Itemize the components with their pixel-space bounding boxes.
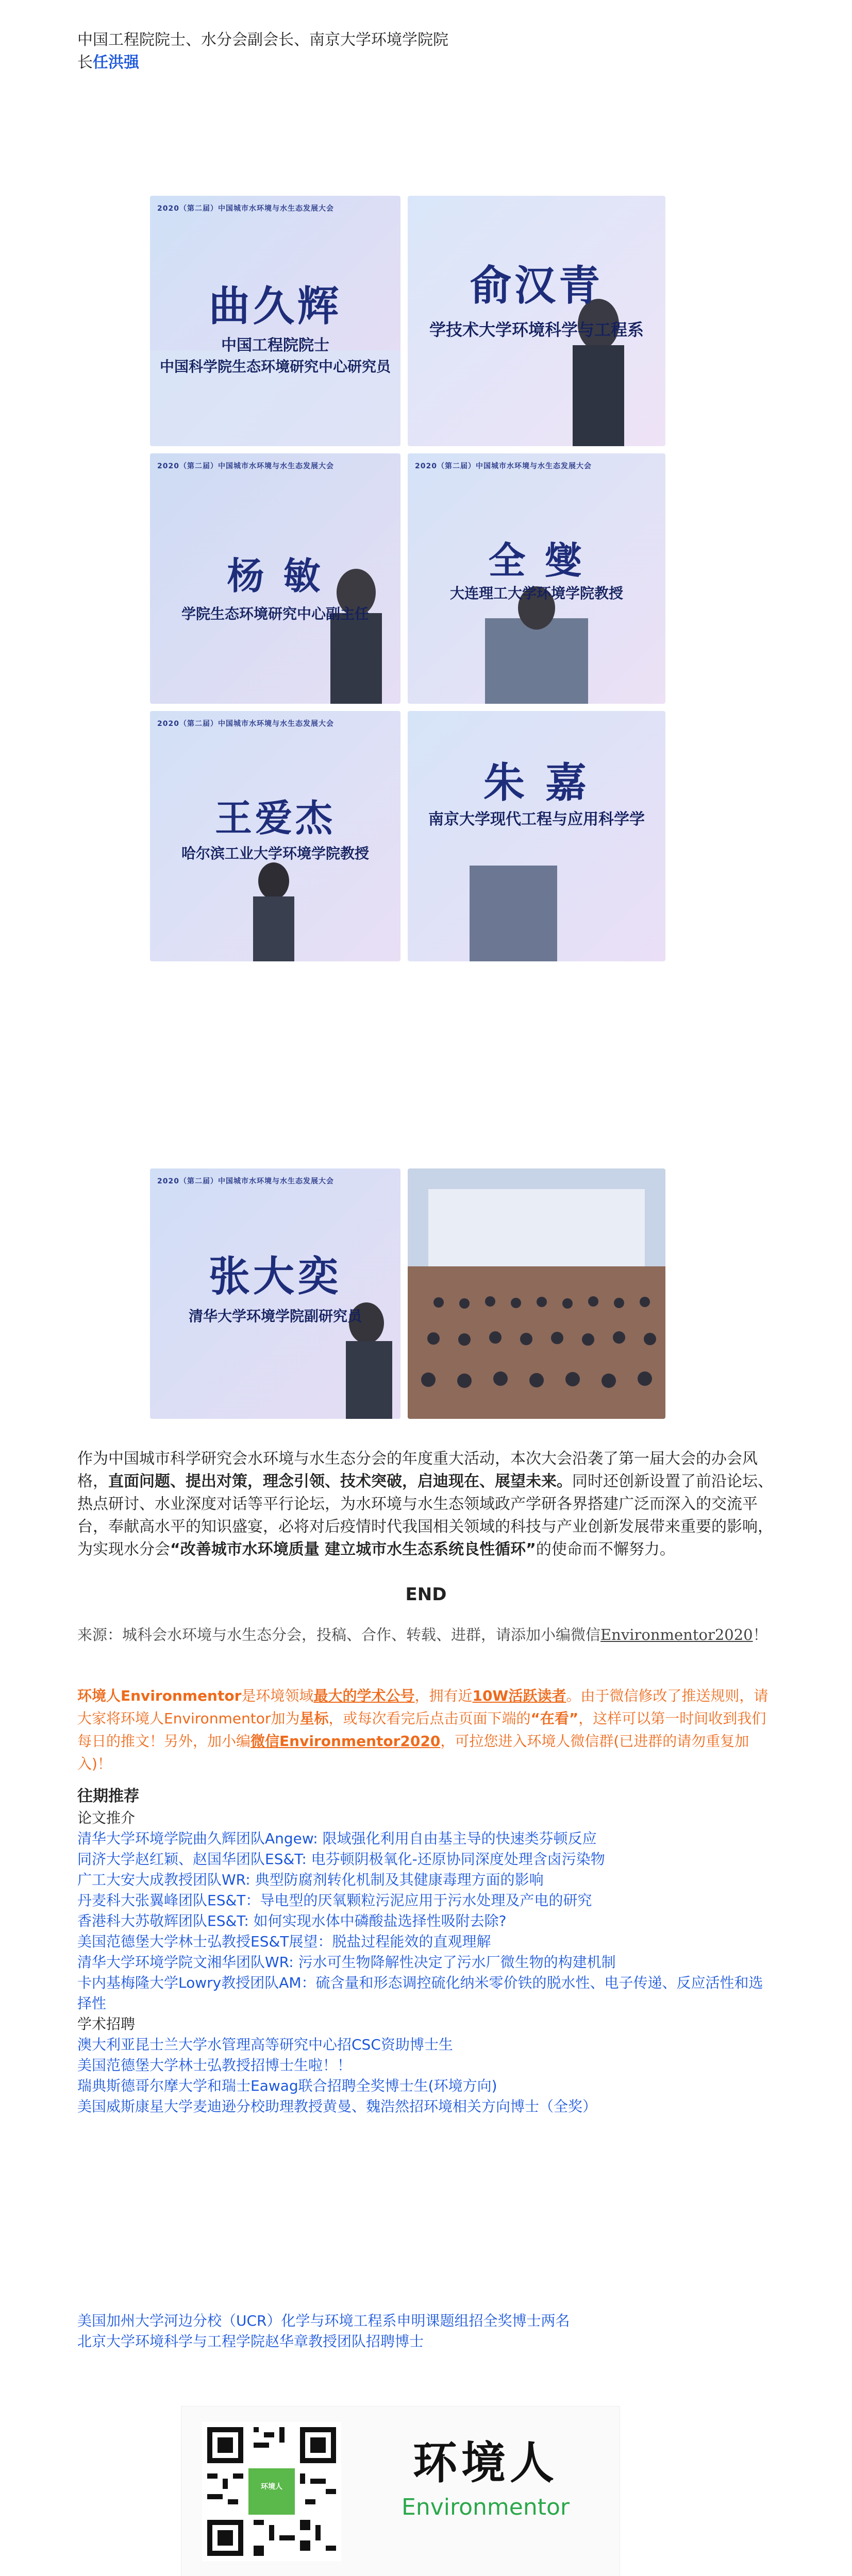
qr-card (181, 2406, 620, 2576)
paper-link[interactable]: 同济大学赵红颖、赵国华团队ES&T: 电芬顿阴极氧化-还原协同深度处理含卤污染物 (77, 1851, 605, 1868)
qr-code[interactable] (202, 2422, 341, 2561)
source-note-text: 来源：城科会水环境与水生态分会，投稿、合作、转载、进群，请添加小编微信 (77, 1626, 601, 1643)
promo-text: 环境人Environmentor是环境领域最大的学术公号，拥有近10W活跃读者。由于微信修改了推送规则，请大家将环境人Environmentor加为星标，或每次看完后点击页面下端的“在看”，这样可以第一时间收到我们每日的推文！另外，加小编微信Environmentor2020，可拉您进入环境人微信群(已进群的请勿重复加入)！ (77, 1687, 769, 1772)
speaker-name: 朱 嘉 (483, 759, 590, 807)
photo-banner: 2020（第二届）中国城市水环境与水生态发展大会 (157, 462, 334, 470)
photo-banner: 2020（第二届）中国城市水环境与水生态发展大会 (157, 205, 334, 213)
job-link[interactable]: 美国范德堡大学林士弘教授招博士生啦！！ (77, 2057, 352, 2074)
speaker-name: 杨 敏 (227, 554, 324, 598)
event-photo-row (150, 1168, 665, 1419)
body-paragraph (77, 1448, 778, 1561)
paper-link[interactable]: 美国范德堡大学林士弘教授ES&T展望：脱盐过程能效的直观理解 (77, 1933, 491, 1950)
body-text-1: 作为中国城市科学研究会水环境与水生态分会的年度重大活动，本次大会沿袭了第一届大会的办会风格， (77, 1450, 758, 1490)
paper-link[interactable]: 卡内基梅隆大学Lowry教授团队AM：硫含量和形态调控硫化纳米零价铁的脱水性、电子传递、反应活性和选择性 (77, 1974, 763, 2012)
card-line-1 (181, 2574, 620, 2576)
intro-line-2-prefix: 长 (77, 54, 93, 72)
job-link[interactable]: 澳大利亚昆士兰大学水管理高等研究中心招CSC资助博士生 (77, 2036, 453, 2053)
job-link[interactable]: 美国威斯康星大学麦迪逊分校助理教授黄曼、魏浩然招环境相关方向博士（全奖） (77, 2098, 597, 2115)
photo-banner: 2020（第二届）中国城市水环境与水生态发展大会 (415, 462, 592, 470)
past-recommendations (77, 1785, 789, 2117)
jobs-label: 学术招聘 (77, 2015, 136, 2032)
speaker-photo-grid (150, 196, 665, 910)
speaker-name: 曲久辉 (209, 282, 342, 330)
qr-center-label: 环境人 (261, 2483, 282, 2491)
qr-code-icon (202, 2422, 341, 2561)
paper-link[interactable]: 丹麦科大张翼峰团队ES&T：导电型的厌氧颗粒污泥应用于污水处理及产电的研究 (77, 1892, 592, 1909)
speaker-title-2: 南京大学现代工程与应用科学学 (428, 810, 645, 828)
speaker-title-1: 中国工程院院士 (221, 336, 329, 354)
end-label: END (405, 1584, 447, 1605)
body-text-bold: 直面问题、提出对策，理念引领、技术突破，启迪现在、展望未来。 (108, 1472, 572, 1490)
body-text-mission: “改善城市水环境质量 建立城市水生态系统良性循环” (170, 1540, 536, 1558)
brand-subtitle: Environmentor (402, 2494, 570, 2520)
papers-label: 论文推介 (77, 1809, 136, 1826)
speaker-photo-1[interactable] (150, 196, 400, 446)
speaker-name: 王爱杰 (214, 796, 336, 840)
conference-hall-photo[interactable] (408, 1168, 665, 1419)
source-note: 来源：城科会水环境与水生态分会，投稿、合作、转载、进群，请添加小编微信Environmentor2020！ (77, 1626, 768, 1643)
speaker-name: 全 燮 (488, 539, 585, 582)
paper-link[interactable]: 清华大学环境学院曲久辉团队Angew: 限域强化利用自由基主导的快速类芬顿反应 (77, 1830, 597, 1847)
photo-banner: 2020（第二届）中国城市水环境与水生态发展大会 (157, 720, 334, 728)
speaker-photo-4[interactable] (408, 453, 665, 704)
brand-title: 环境人 (413, 2437, 558, 2489)
speaker-title-2: 哈尔滨工业大学环境学院教授 (181, 845, 369, 862)
body-text-2: 同时还创新设置了前沿论坛、热点研讨、水业深度对话等平行论坛，为水环境与水生态领域政产学研各界搭建广泛而深入的交流平台，奉献高水平的知识盛宴，必将对后疫情时代我国相关领域的科技与产业创新发展带来重要的影响，为实现水分会 (77, 1472, 773, 1558)
speaker-name: 俞汉青 (470, 262, 603, 310)
paper-link[interactable]: 香港科大苏敬辉团队ES&T: 如何实现水体中磷酸盐选择性吸附去除? (77, 1912, 507, 1929)
speaker-name: 张大奕 (209, 1252, 342, 1300)
job-link[interactable]: 美国加州大学河边分校（UCR）化学与环境工程系申明课题组招全奖博士两名 (77, 2312, 570, 2329)
speaker-photo-2[interactable] (408, 196, 665, 446)
photo-banner: 2020（第二届）中国城市水环境与水生态发展大会 (157, 1177, 334, 1185)
speaker-title-2: 清华大学环境学院副研究员 (188, 1308, 362, 1325)
speaker-title-2: 学院生态环境研究中心副主任 (181, 605, 369, 622)
job-link[interactable]: 瑞典斯德哥尔摩大学和瑞士Eawag联合招聘全奖博士生(环境方向) (77, 2077, 497, 2094)
speaker-photo-7[interactable] (150, 1168, 400, 1419)
intro-line-1: 中国工程院院士、水分会副会长、南京大学环境学院院 (77, 31, 448, 49)
speaker-photo-5[interactable] (150, 711, 400, 961)
job-link[interactable]: 北京大学环境科学与工程学院赵华章教授团队招聘博士 (77, 2333, 424, 2350)
body-text-3: 的使命而不懈努力。 (536, 1540, 675, 1558)
intro-person-name: 任洪强 (93, 54, 139, 72)
speaker-title-2: 学技术大学环境科学与工程系 (429, 320, 644, 340)
speaker-photo-3[interactable] (150, 453, 400, 704)
speaker-title-2: 中国科学院生态环境研究中心研究员 (159, 358, 391, 375)
speaker-photo-6[interactable] (408, 711, 665, 961)
editor-wechat-id[interactable]: Environmentor2020 (600, 1626, 753, 1643)
paper-link[interactable]: 清华大学环境学院文湘华团队WR: 污水可生物降解性决定了污水厂微生物的构建机制 (77, 1954, 616, 1971)
extra-links (77, 2311, 789, 2352)
intro-text (77, 29, 778, 74)
speaker-title-2: 大连理工大学环境学院教授 (449, 585, 623, 602)
paper-link[interactable]: 广工大安大成教授团队WR: 典型防腐剂转化机制及其健康毒理方面的影响 (77, 1871, 544, 1888)
past-title: 往期推荐 (77, 1787, 139, 1805)
